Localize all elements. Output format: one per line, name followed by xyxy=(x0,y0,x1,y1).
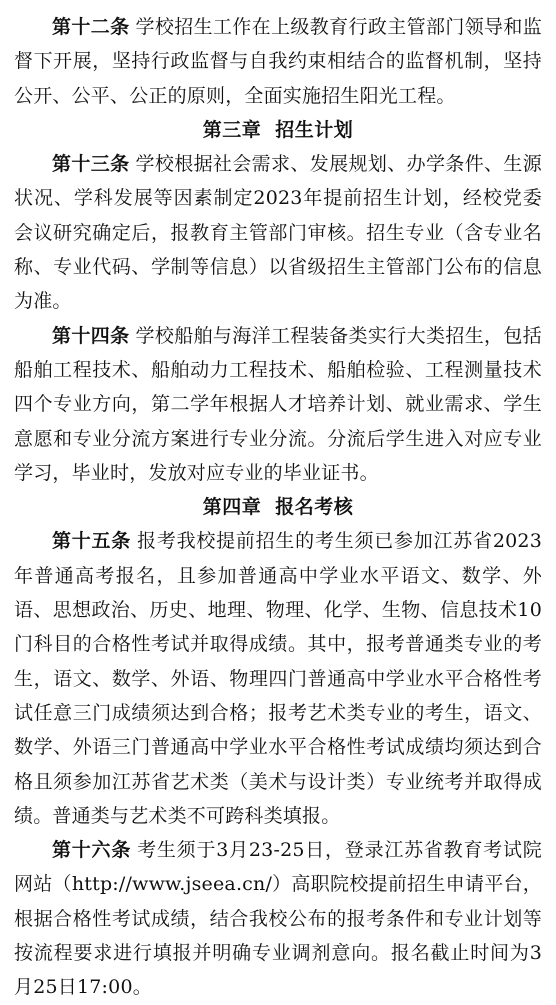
article-13 xyxy=(14,147,542,318)
chapter-3-number: 第三章 xyxy=(202,118,262,141)
article-12-text: 学校招生工作在上级教育行政主管部门领导和监督下开展，坚持行政监督与自我约束相结合的监督机制，坚持公开、公平、公正的原则，全面实施招生阳光工程。 xyxy=(14,16,542,107)
chapter-4-title: 报名考核 xyxy=(275,496,354,519)
article-16-label: 第十六条 xyxy=(52,839,132,862)
chapter-3-heading xyxy=(14,113,542,147)
article-13-label: 第十三条 xyxy=(52,153,130,176)
article-12 xyxy=(14,10,542,113)
article-12-label: 第十二条 xyxy=(52,16,130,38)
article-13-text: 学校根据社会需求、发展规划、办学条件、生源状况、学科发展等因素制定2023年提前招生计划，经校党委会议研究确定后，报教育主管部门审核。招生专业（含专业名称、专业代码、学制等信息）以省级招生主管部门公布的信息为准。 xyxy=(14,153,542,313)
article-15 xyxy=(14,524,542,833)
chapter-3-title: 招生计划 xyxy=(275,118,354,141)
article-15-label: 第十五条 xyxy=(52,530,132,553)
article-14 xyxy=(14,319,542,490)
article-14-text: 学校船舶与海洋工程装备类实行大类招生，包括船舶工程技术、船舶动力工程技术、船舶检验、工程测量技术四个专业方向，第二学年根据人才培养计划、就业需求、学生意愿和专业分流方案进行专业分流。分流后学生进入对应专业学习，毕业时，发放对应专业的毕业证书。 xyxy=(14,324,542,484)
chapter-4-heading xyxy=(14,490,542,524)
article-16-text: 考生须于3月23-25日，登录江苏省教育考试院网站（http://www.jseea.cn/）高职院校提前招生申请平台，根据合格性考试成绩，结合我校公布的报考条件和专业计划等按流程要求进行填报并明确专业调剂意向。报名截止时间为3月25日17:00。 xyxy=(14,839,542,999)
chapter-4-number: 第四章 xyxy=(202,496,262,519)
article-15-text: 报考我校提前招生的考生须已参加江苏省2023年普通高考报名，且参加普通高中学业水平语文、数学、外语、思想政治、历史、地理、物理、化学、生物、信息技术10门科目的合格性考试并取得成绩。其中，报考普通类专业的考生，语文、数学、外语、物理四门普通高中学业水平合格性考试任意三门成绩须达到合格；报考艺术类专业的考生，语文、数学、外语三门普通高中学业水平合格性考试成绩均须达到合格且须参加江苏省艺术类（美术与设计类）专业统考并取得成绩。普通类与艺术类不可跨科类填报。 xyxy=(14,530,542,827)
article-16 xyxy=(14,833,542,1004)
article-14-label: 第十四条 xyxy=(52,324,130,347)
